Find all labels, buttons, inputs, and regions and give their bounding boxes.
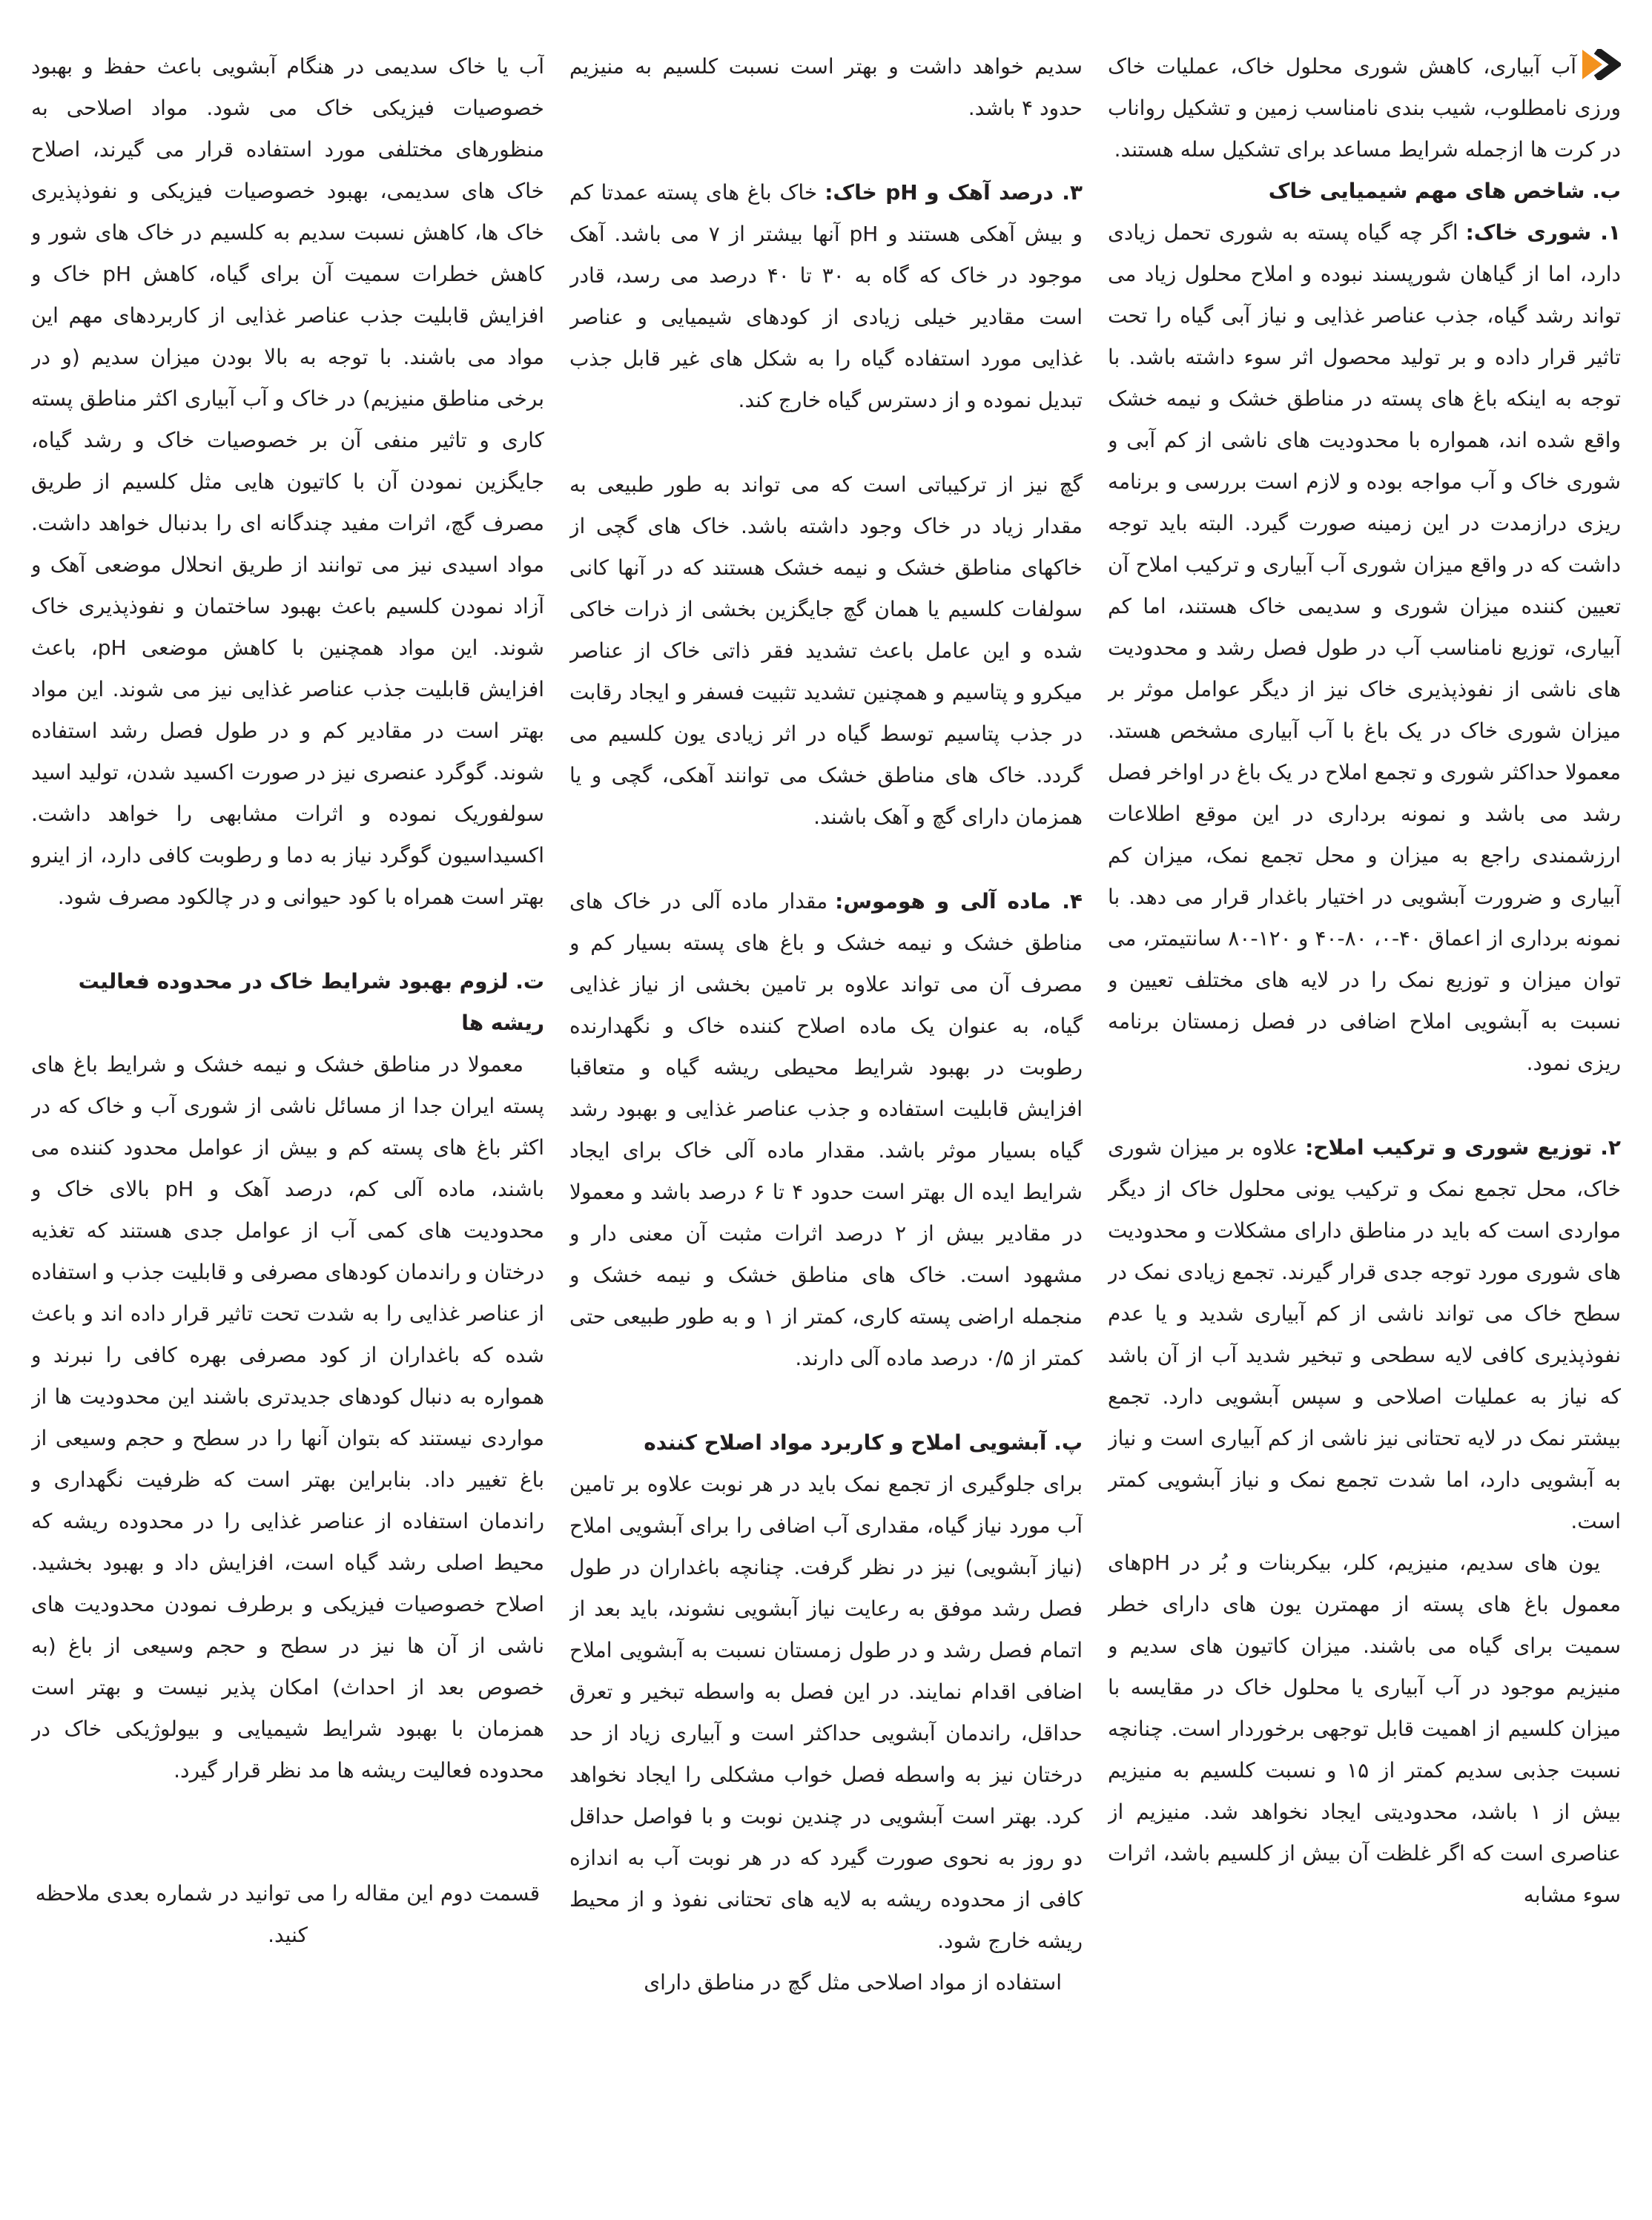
paragraph-text: اگر چه گیاه پسته به شوری تحمل زیادی دارد، اما از گیاهان شورپسند نبوده و املاح محلول زیاد می تواند رشد گیاه، جذب عناصر غذایی و نیاز آبی گیاه را تحت تاثیر قرار داده و بر تولید محصول اثر سوء داشته باشد. با توجه به اینکه باغ های پسته در مناطق خشک و نیمه خشک واقع شده اند، همواره با محدودیت های ناشی از کم آبی و شوری خاک و آب مواجه بوده و لازم است بررسی و برنامه ریزی درازمدت در این زمینه صورت گیرد. البته باید توجه داشت که در واقع میزان شوری آب آبیاری و ترکیب املاح آن تعیین کننده میزان شوری و سدیمی خاک هستند، اما کم آبیاری، توزیع نامناسب آب در طول فصل رشد و محدودیت های ناشی از نفوذپذیری خاک نیز از دیگر عوامل موثر بر میزان شوری خاک در یک باغ با آب آبیاری مشخص هستد. معمولا حداکثر شوری و تجمع املاح در یک باغ در اواخر فصل رشد می باشد و نمونه برداری در این موقع اطلاعات ارزشمندی راجع به میزان و محل تجمع نمک، میزان کم آبیاری و ضرورت آبشویی در اختیار باغدار قرار می دهد. با نمونه برداری از اعماق ۴۰-۰، ۸۰-۴۰ و ۱۲۰-۸۰ سانتیمتر، می توان میزان و توزیع نمک را در لایه های مختلف تعیین و نسبت به آبشویی املاح اضافی در فصل زمستان برنامه ریزی نمود. [1108,220,1621,1075]
column-middle [569,46,1083,2190]
column-left [31,46,544,2190]
section-heading: ب. شاخص های مهم شیمیایی خاک [1268,179,1621,203]
section-heading: پ. آبشویی املاح و کاربرد مواد اصلاح کننده [644,1430,1083,1455]
paragraph [569,172,1083,421]
section-lead-label: ۳. درصد آهک و pH خاک: [825,180,1083,205]
paragraph: برای جلوگیری از تجمع نمک باید در هر نوبت علاوه بر تامین آب مورد نیاز گیاه، مقداری آب اضافی را برای آبشویی املاح (نیاز آبشویی) نیز در نظر گرفت. چنانچه باغداران در طول فصل رشد موفق به رعایت نیاز آبشویی نشوند، باید بعد از اتمام فصل رشد و در طول زمستان نسبت به آبشویی املاح اضافی اقدام نمایند. در این فصل به واسطه تبخیر و تعرق حداقل، راندمان آبشویی حداکثر است و آبیاری زیاد از حد درختان نیز به واسطه فصل خواب مشکلی را ایجاد نخواهد کرد. بهتر است آبشویی در چندین نوبت و با فواصل حداقل دو روز به نحوی صورت گیرد که در هر نوبت آب به اندازه کافی از محدوده ریشه به لایه های تحتانی نفوذ و از محیط ریشه خارج شود. [569,1472,1083,1953]
section-lead-label: ۱. شوری خاک: [1465,220,1621,245]
paragraph: گچ نیز از ترکیباتی است که می تواند به طور طبیعی به مقدار زیاد در خاک وجود داشته باشد. خاک های گچی از خاکهای مناطق خشک و نیمه خشک هستند که در آنها کانی سولفات کلسیم یا همان گچ جایگزین بخشی از ذرات خاکی شده و این عامل باعث تشدید فقر ذاتی خاک از عناصر میکرو و پتاسیم و همچنین تشدید تثبیت فسفر و ایجاد رقابت در جذب پتاسیم توسط گیاه در اثر زیادی یون کلسیم می گردد. خاک های مناطق خشک می توانند آهکی، گچی و یا همزمان دارای گچ و آهک باشند. [569,472,1083,829]
section-lead-label: ۴. ماده آلی و هوموس: [835,889,1083,914]
paragraph: معمولا در مناطق خشک و نیمه خشک و شرایط باغ های پسته ایران جدا از مسائل ناشی از شوری آب و خاک که در اکثر باغ های پسته کم و بیش از عوامل محدود کننده می باشند، ماده آلی کم، درصد آهک و pH بالای خاک و محدودیت های کمی آب از عوامل جدی هستند که تغذیه درختان و راندمان کودهای مصرفی و قابلیت جذب و استفاده از عناصر غذایی را به شدت تحت تاثیر قرار داده اند و باعث شده که باغداران از کود مصرفی بهره کافی را نبرند و همواره به دنبال کودهای جدیدتری باشند این محدودیت ها از مواردی نیستند که بتوان آنها را در سطح و حجم وسیعی از باغ تغییر داد. بنابراین بهتر است که ظرفیت نگهداری و راندمان استفاده از عناصر غذایی را در محدوده ریشه که محیط اصلی رشد گیاه است، افزایش داد و بهبود بخشید. اصلاح خصوصیات فیزیکی و برطرف نمودن محدودیت های ناشی از آن ها نیز در سطح و حجم وسیعی از باغ (به خصوص بعد از احداث) امکان پذیر نیست و بهتر است همزمان با بهبود شرایط شیمیایی و بیولوژیکی خاک در محدوده فعالیت ریشه ها مد نظر قرار گیرد. [31,1052,544,1783]
fast-forward-icon [1582,49,1621,80]
paragraph-text: خاک باغ های پسته عمدتا کم و بیش آهکی هستند و pH آنها بیشتر از ۷ می باشد. آهک موجود در خاک که گاه به ۳۰ تا ۴۰ درصد می رسد، قادر است مقادیر خیلی زیادی از کودهای شیمیایی و عناصر غذایی مورد استفاده گیاه را به شکل های غیر قابل جذب تبدیل نموده و از دسترس گیاه خارج کند. [569,180,1083,412]
paragraph-text: مقدار ماده آلی در خاک های مناطق خشک و نیمه خشک و باغ های پسته بسیار کم و مصرف آن می تواند علاوه بر تامین بخشی از نیاز غذایی گیاه، به عنوان یک ماده اصلاح کننده خاک و نگهدارنده رطوبت در بهبود شرایط محیطی ریشه گیاه و متعاقبا افزایش قابلیت استفاده و جذب عناصر غذایی و بهبود رشد گیاه بسیار موثر باشد. مقدار ماده آلی خاک برای ایجاد شرایط ایده ال بهتر است حدود ۴ تا ۶ درصد باشد و معمولا در مقادیر بیش از ۲ درصد اثرات مثبت آن معنی دار و مشهود است. خاک های مناطق خشک و نیمه خشک و منجمله اراضی پسته کاری، کمتر از ۱ و به طور طبیعی حتی کمتر از ۰/۵ درصد ماده آلی دارند. [569,889,1083,1370]
paragraph: یون های سدیم، منیزیم، کلر، بیکربنات و بُر در pHهای معمول باغ های پسته از مهمترن یون های دارای خطر سمیت برای گیاه می باشند. میزان کاتیون های سدیم و منیزیم موجود در آب آبیاری یا محلول خاک در مقایسه با میزان کلسیم از اهمیت قابل توجهی برخوردار است. چنانچه نسبت جذبی سدیم کمتر از ۱۵ و نسبت کلسیم به منیزیم بیش از ۱ باشد، محدودیتی ایجاد نخواهد شد. منیزیم از عناصری است که اگر غلظت آن بیش از کلسیم باشد، اثرات سوء مشابه [1108,1550,1621,1907]
paragraph [1108,212,1621,1084]
paragraph [569,881,1083,1379]
paragraph: آب یا خاک سدیمی در هنگام آبشویی باعث حفظ و بهبود خصوصیات فیزیکی خاک می شود. مواد اصلاحی به منظورهای مختلفی مورد استفاده قرار می گیرند، اصلاح خاک های سدیمی، بهبود خصوصیات فیزیکی و نفوذپذیری خاک ها، کاهش نسبت سدیم به کلسیم در خاک های شور و کاهش خطرات سمیت آن برای گیاه، کاهش pH خاک و افزایش قابلیت جذب عناصر غذایی از کاربردهای مهم این مواد می باشند. با توجه به بالا بودن میزان سدیم (و در برخی مناطق منیزیم) در خاک و آب آبیاری اکثر مناطق پسته کاری و تاثیر منفی آن بر خصوصیات خاک و رشد گیاه، جایگزین نمودن آن با کاتیون هایی مثل کلسیم از طریق مصرف گچ، اثرات مفید چندگانه ای را بدنبال خواهد داشت. مواد اسیدی نیز می توانند از طریق انحلال موضعی آهک و آزاد نمودن کلسیم باعث بهبود ساختمان و نفوذپذیری خاک شوند. این مواد همچنین با کاهش موضعی pH، باعث افزایش قابلیت جذب عناصر غذایی نیز می شوند. این مواد بهتر است در مقادیر کم و در طول فصل رشد استفاده شوند. گوگرد عنصری نیز در صورت اکسید شدن، تولید اسید سولفوریک نموده و اثرات مشابهی را خواهد داشت. اکسیداسیون گوگرد نیاز به دما و رطوبت کافی دارد، از اینرو بهتر است همراه با کود حیوانی و در چالکود مصرف شود. [31,54,544,909]
paragraph: استفاده از مواد اصلاحی مثل گچ در مناطق دارای [644,1970,1062,1995]
three-column-layout [31,46,1621,2190]
section-heading: ت. لزوم بهبود شرایط خاک در محدوده فعالیت ریشه ها [78,969,544,1035]
closing-note: قسمت دوم این مقاله را می توانید در شماره بعدی ملاحظه کنید. [35,1881,541,1947]
column-right [1108,46,1621,2190]
section-lead-label: ۲. توزیع شوری و ترکیب املاح: [1305,1135,1621,1160]
paragraph [1108,1127,1621,1542]
paragraph-text: آب آبیاری، کاهش شوری محلول خاک، عملیات خاک ورزی نامطلوب، شیب بندی نامناسب زمین و تشکیل رواناب در کرت ها ازجمله شرایط مساعد برای تشکیل سله هستند. [1108,54,1621,162]
paragraph-text: علاوه بر میزان شوری خاک، محل تجمع نمک و ترکیب یونی محلول خاک از دیگر مواردی است که باید در مناطق دارای مشکلات و محدودیت های شوری مورد توجه جدی قرار گیرند. تجمع زیادی نمک در سطح خاک می تواند ناشی از کم آبیاری شدید و یا عدم نفوذپذیری کافی لایه سطحی و تبخیر شدید آب از آن باشد که نیاز به عملیات اصلاحی و سپس آبشویی دارد. تجمع بیشتر نمک در لایه تحتانی نیز ناشی از کم آبیاری است و نیاز به آبشویی دارد، اما شدت تجمع نمک و نیاز آبشویی کمتر است. [1108,1135,1621,1533]
paragraph [1108,46,1621,171]
paragraph: سدیم خواهد داشت و بهتر است نسبت کلسیم به منیزیم حدود ۴ باشد. [569,54,1083,120]
